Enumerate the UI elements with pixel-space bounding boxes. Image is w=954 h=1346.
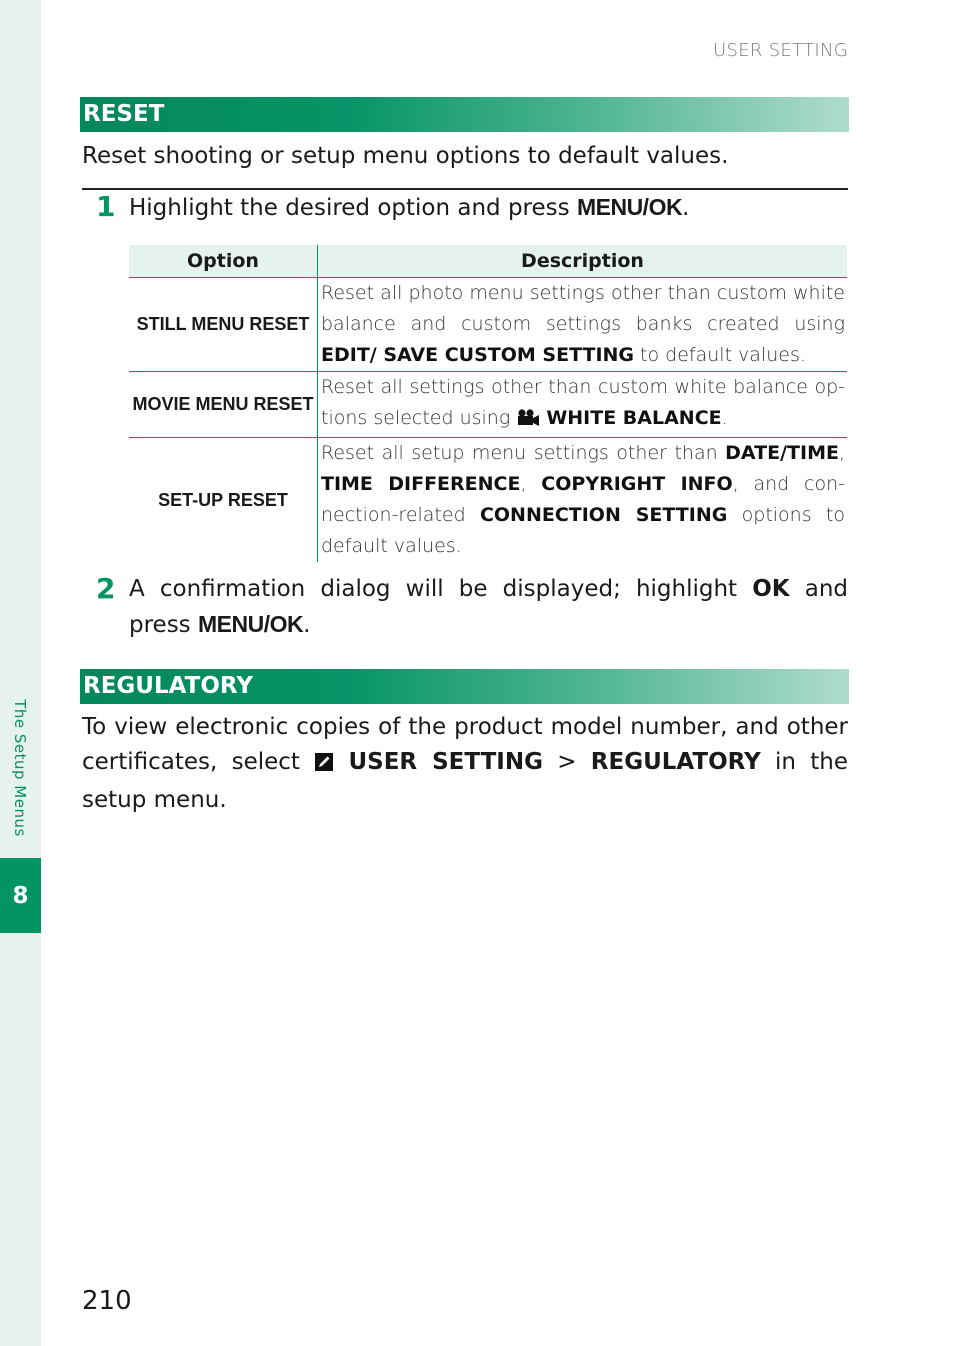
column-header-description: Description [318,245,848,278]
step-1-text-before: Highlight the desired option and press [129,195,577,221]
menu-path-separator: > [542,749,591,775]
description-text: . [721,407,728,429]
menu-ok-button-label: MENU/OK [197,611,304,637]
setting-name: TIME DIFFERENCE [321,473,521,495]
description-text: Reset all settings other than custom white balance op-tions selected using [321,376,845,429]
regulatory-text-part: To view electronic copies of the product model number, and other certificates, select [82,714,848,775]
side-chapter-label: The Setup Menus [11,699,29,837]
regulatory-text-part: in the setup menu. [82,749,849,813]
table-header-row [129,245,847,278]
running-head: USER SETTING [713,40,848,61]
option-description [318,372,848,438]
regulatory-heading: REGULATORY [80,669,849,704]
step-2-text-part: A confirmation dialog will be displayed; highlight [129,576,753,602]
step-1-text [129,190,848,226]
option-description [318,278,848,372]
table-row [129,278,847,372]
ok-label: OK [752,576,790,602]
step-2-number: 2 [96,572,116,605]
option-name: STILL MENU RESET [129,278,318,372]
chapter-sidebar [0,0,41,1346]
menu-path-user-setting: USER SETTING [348,749,543,775]
setting-name: DATE/TIME [725,442,839,464]
description-text: , and con-nection-related [321,473,845,526]
description-text: options to default values. [321,504,845,557]
setting-name: CONNECTION SETTING [479,504,728,526]
setting-name: WHITE BALANCE [546,407,722,429]
description-text: Reset all setup menu settings other than [321,442,726,464]
step-2-text-part: . [303,612,311,638]
menu-path-regulatory: REGULATORY [590,749,761,775]
page-number: 210 [82,1286,132,1316]
movie-camera-icon [516,406,540,437]
menu-ok-button-label: MENU/OK [576,194,683,220]
option-name: SET-UP RESET [129,438,318,563]
step-2-text [129,572,848,643]
step-1-number: 1 [96,190,116,223]
setting-name: EDIT/ SAVE CUSTOM SETTING [321,344,635,366]
column-header-option: Option [129,245,318,278]
user-setting-icon [314,748,334,783]
chapter-tab: 8 [0,858,41,933]
step-1-text-after: . [682,195,690,221]
reset-heading: RESET [80,97,849,132]
option-description [318,438,848,563]
step-2-text-part: and press [129,576,848,638]
description-text: , [838,442,845,464]
description-text: Reset all photo menu settings other than custom white balance and custom settings banks created using [321,282,845,335]
option-name: MOVIE MENU RESET [129,372,318,438]
table-row [129,438,847,563]
regulatory-text [82,710,848,818]
table-row [129,372,847,438]
description-text: to default values. [634,344,806,366]
description-text: , [520,473,542,495]
reset-intro: Reset shooting or setup menu options to default values. [82,143,729,169]
setting-name: COPYRIGHT INFO [541,473,733,495]
reset-options-table [129,245,847,562]
